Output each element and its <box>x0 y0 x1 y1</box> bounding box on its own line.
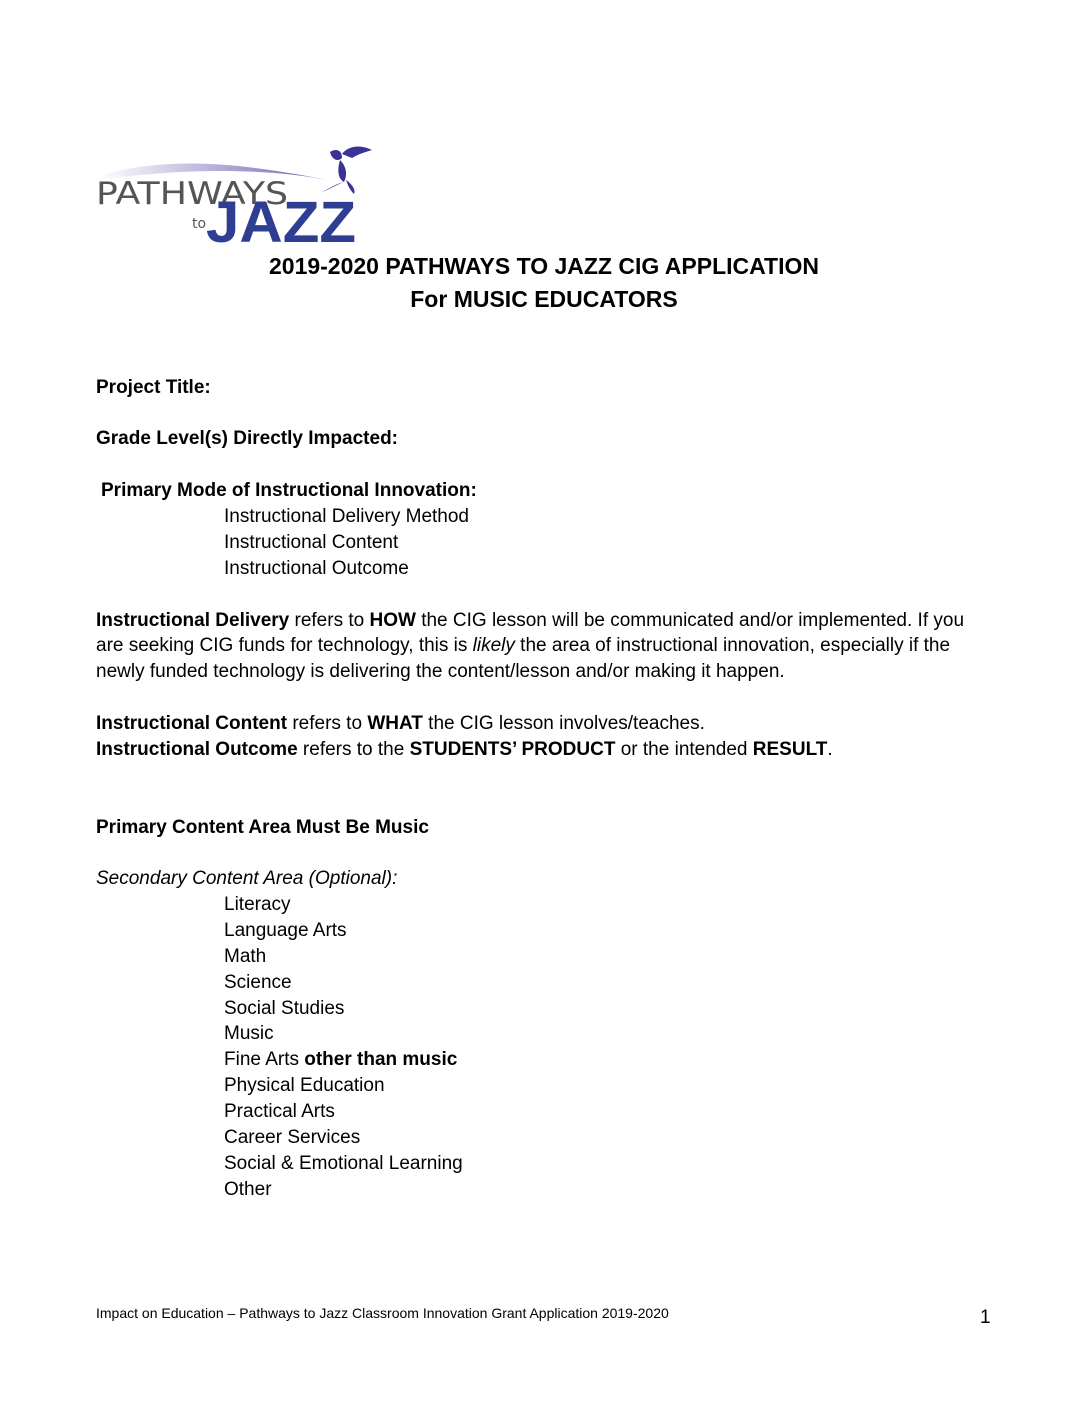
content-option: Science <box>224 972 292 993</box>
delivery-definition-line: are seeking CIG funds for technology, this is likely the area of instructional innovation, especially if the <box>96 635 951 656</box>
content-option: Social & Emotional Learning <box>224 1153 463 1174</box>
content-option: Career Services <box>224 1127 361 1148</box>
delivery-definition-line: Instructional Delivery refers to HOW the CIG lesson will be communicated and/or implemented. If you <box>96 610 965 631</box>
content-option: Practical Arts <box>224 1101 335 1122</box>
grade-level-label: Grade Level(s) Directly Impacted: <box>96 428 398 449</box>
page-subtitle: For MUSIC EDUCATORS <box>410 286 678 312</box>
content-option: Physical Education <box>224 1075 385 1096</box>
project-title-label: Project Title: <box>96 377 211 398</box>
delivery-definition-line: newly funded technology is delivering the content/lesson and/or making it happen. <box>96 661 785 682</box>
content-option: Other <box>224 1179 272 1200</box>
mode-option: Instructional Content <box>224 532 399 553</box>
content-option: Fine Arts other than music <box>224 1049 458 1070</box>
content-definition: Instructional Content refers to WHAT the CIG lesson involves/teaches. <box>96 713 705 734</box>
page-title: 2019-2020 PATHWAYS TO JAZZ CIG APPLICATION <box>268 253 819 279</box>
mode-option: Instructional Outcome <box>224 558 409 579</box>
mode-option: Instructional Delivery Method <box>224 506 469 527</box>
content-option: Literacy <box>224 894 291 915</box>
page-footer: Impact on Education – Pathways to Jazz Classroom Innovation Grant Application 2019-2020 <box>96 1305 669 1321</box>
secondary-content-area-label: Secondary Content Area (Optional): <box>96 868 398 889</box>
outcome-definition: Instructional Outcome refers to the STUDENTS’ PRODUCT or the intended RESULT. <box>96 739 833 760</box>
logo-to-text: to <box>192 216 207 232</box>
pathways-to-jazz-logo <box>96 144 378 246</box>
content-option: Language Arts <box>224 920 347 941</box>
logo-pathways-text: PATHWAYS <box>96 176 288 212</box>
content-option: Social Studies <box>224 998 345 1019</box>
primary-mode-label: Primary Mode of Instructional Innovation: <box>101 480 477 501</box>
page-number: 1 <box>980 1307 991 1328</box>
logo-jazz-text: JAZZ <box>206 190 356 246</box>
content-option: Math <box>224 946 267 967</box>
content-option: Music <box>224 1023 274 1044</box>
primary-content-area: Primary Content Area Must Be Music <box>96 817 429 838</box>
dancer-figure <box>322 147 372 194</box>
